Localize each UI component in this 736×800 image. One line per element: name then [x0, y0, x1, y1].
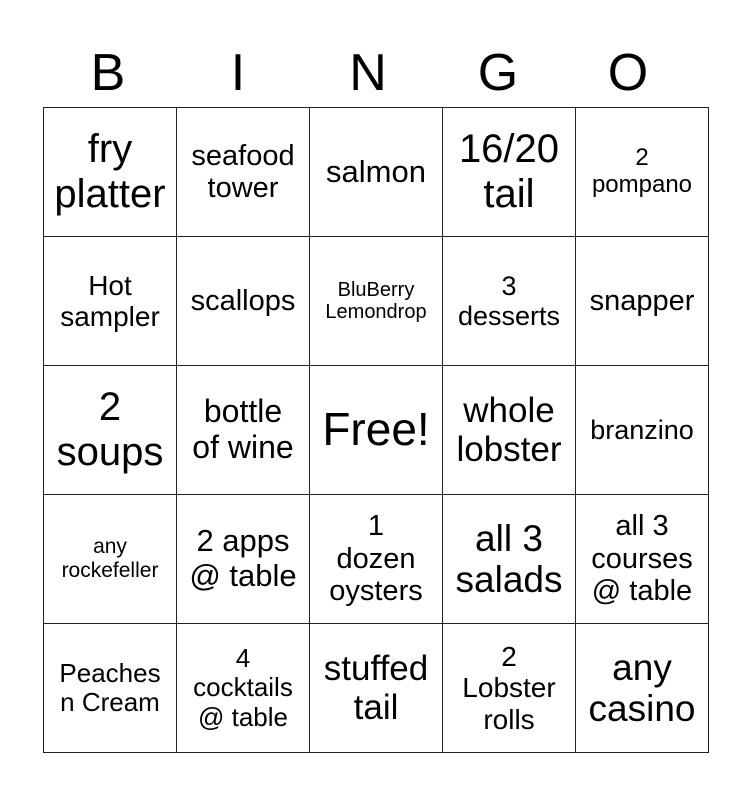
cell-text-line: all 3: [615, 510, 669, 543]
cell-text-line: cocktails: [193, 672, 293, 703]
cell-text-line: any: [93, 535, 127, 559]
cell-text-line: desserts: [457, 301, 561, 331]
cell-text-line: oysters: [329, 575, 423, 608]
bingo-cell[interactable]: [44, 108, 177, 237]
header-letter-o: O: [607, 44, 649, 102]
cell-text-line: any: [612, 646, 672, 688]
cell-text-line: Hot: [88, 269, 132, 301]
cell-text-line: @ table: [198, 701, 288, 732]
cell-text-line: of wine: [192, 429, 294, 465]
cell-text-line: all 3: [475, 517, 543, 559]
bingo-cell[interactable]: [177, 495, 310, 624]
cell-text-line: tail: [483, 172, 535, 216]
bingo-cell[interactable]: [310, 495, 443, 624]
cell-text-line: bottle: [203, 393, 283, 430]
header-letter-i: I: [230, 44, 246, 102]
cell-text-line: scallops: [190, 284, 296, 317]
bingo-cell[interactable]: [44, 366, 177, 495]
bingo-cell[interactable]: [443, 624, 576, 753]
bingo-cell[interactable]: [310, 366, 443, 495]
header-letter-b: B: [90, 44, 126, 102]
board-row: [44, 495, 709, 624]
board-row: [44, 237, 709, 366]
cell-text-line: @ table: [591, 575, 693, 608]
board-row: [44, 624, 709, 753]
bingo-cell[interactable]: [177, 366, 310, 495]
bingo-cell[interactable]: [44, 624, 177, 753]
cell-text-line: whole: [463, 390, 555, 430]
bingo-cell[interactable]: [443, 366, 576, 495]
header-letter-g: G: [477, 44, 519, 102]
bingo-cell[interactable]: [443, 495, 576, 624]
bingo-cell[interactable]: [310, 624, 443, 753]
board-row: [44, 366, 709, 495]
bingo-cell[interactable]: [44, 237, 177, 366]
cell-text-line: 3: [501, 270, 517, 301]
cell-text-line: Peaches: [59, 657, 161, 688]
bingo-cell[interactable]: [443, 237, 576, 366]
cell-text-line: snapper: [589, 284, 695, 317]
bingo-board: [43, 107, 709, 753]
cell-text-line: fry: [87, 127, 133, 172]
bingo-header: [43, 40, 693, 106]
cell-text-line: rockefeller: [61, 559, 159, 582]
cell-text-line: platter: [54, 172, 166, 216]
cell-text-line: 2: [98, 385, 122, 430]
cell-text-line: tower: [207, 172, 279, 204]
bingo-cell[interactable]: [576, 237, 709, 366]
bingo-cell[interactable]: [177, 237, 310, 366]
cell-text-line: sampler: [60, 301, 160, 332]
cell-text-line: dozen: [336, 542, 416, 575]
cell-text-line: 1: [367, 510, 385, 543]
bingo-cell[interactable]: [576, 108, 709, 237]
bingo-cell[interactable]: [576, 624, 709, 753]
cell-text-line: pompano: [591, 171, 693, 198]
bingo-cell[interactable]: [310, 108, 443, 237]
cell-text-line: Lobster: [462, 672, 556, 704]
cell-text-line: salads: [455, 559, 563, 600]
board-row: [44, 108, 709, 237]
bingo-cell[interactable]: [177, 108, 310, 237]
cell-text-line: @ table: [189, 558, 297, 593]
bingo-cell[interactable]: [44, 495, 177, 624]
header-letter-n: N: [349, 44, 387, 102]
bingo-cell[interactable]: [576, 495, 709, 624]
cell-text-line: soups: [56, 430, 164, 474]
cell-text-line: courses: [591, 542, 693, 575]
cell-text-line: rolls: [483, 703, 535, 735]
bingo-cell[interactable]: [443, 108, 576, 237]
cell-text-line: 4: [235, 643, 251, 674]
bingo-cell[interactable]: [310, 237, 443, 366]
cell-text-line: 16/20: [458, 127, 560, 172]
cell-text-line: 2: [635, 144, 649, 172]
cell-text-line: 2 apps: [196, 523, 290, 559]
cell-text-line: lobster: [456, 430, 562, 469]
cell-text-line: seafood: [191, 139, 295, 172]
cell-text-line: BluBerry: [337, 278, 415, 301]
cell-text-line: stuffed: [323, 648, 429, 688]
cell-text-line: n Cream: [60, 687, 160, 717]
cell-text-line: branzino: [590, 414, 694, 445]
cell-text-line: casino: [588, 688, 696, 729]
cell-text-line: Lemondrop: [325, 301, 427, 323]
bingo-cell[interactable]: [576, 366, 709, 495]
bingo-cell[interactable]: [177, 624, 310, 753]
cell-text-line: 2: [501, 640, 517, 672]
cell-text-line: tail: [353, 688, 399, 727]
cell-text-line: salmon: [326, 153, 426, 189]
cell-text-line: Free!: [322, 403, 430, 456]
